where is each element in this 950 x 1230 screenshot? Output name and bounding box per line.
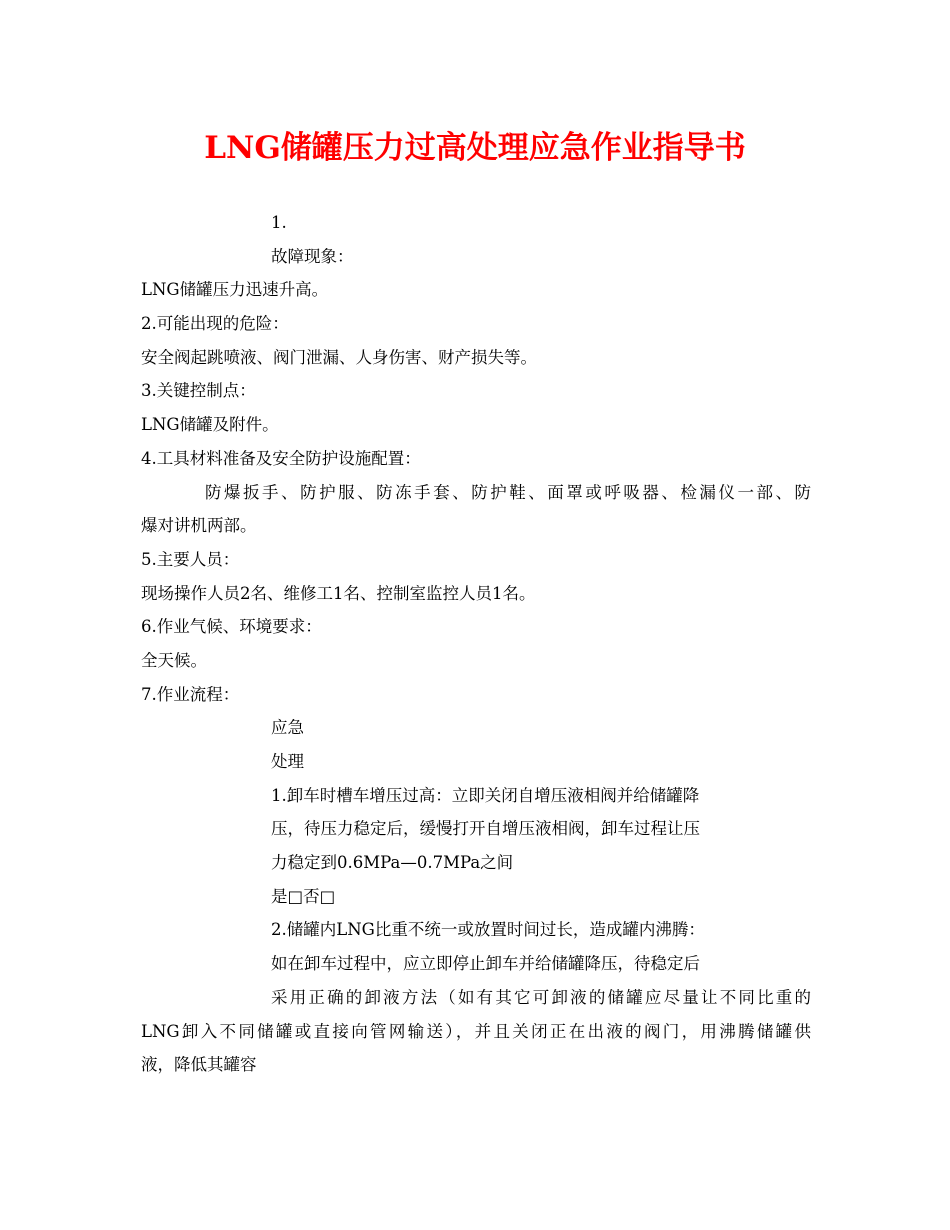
- section-1-content: LNG储罐压力迅速升高。: [141, 280, 329, 300]
- procedure-step-1-line-2: 压，待压力稳定后，缓慢打开自增压液相阀，卸车过程让压: [271, 819, 700, 839]
- procedure-step-2-line-1: 如在卸车过程中，应立即停止卸车并给储罐降压，待稳定后: [271, 954, 700, 974]
- procedure-step-1-line-1: 1.卸车时槽车增压过高：立即关闭自增压液相阀并给储罐降: [271, 785, 700, 805]
- section-6-heading: 6.作业气候、环境要求：: [141, 617, 322, 637]
- section-2-content: 安全阀起跳喷液、阀门泄漏、人身伤害、财产损失等。: [141, 347, 537, 367]
- procedure-step-2-line-2: 采用正确的卸液方法（如有其它可卸液的储罐应尽量让不同比重的: [271, 987, 811, 1007]
- section-1-number: 1.: [271, 213, 287, 232]
- procedure-step-2-heading: 2.储罐内LNG比重不统一或放置时间过长，造成罐内沸腾：: [271, 920, 705, 940]
- section-6-content: 全天候。: [141, 650, 207, 670]
- section-2-heading: 2.可能出现的危险：: [141, 314, 289, 334]
- section-3-content: LNG储罐及附件。: [141, 415, 279, 435]
- section-7-heading: 7.作业流程：: [141, 684, 240, 704]
- procedure-step-2-line-3: LNG卸入不同储罐或直接向管网输送），并且关闭正在出液的阀门，用沸腾储罐供: [141, 1021, 811, 1041]
- section-5-heading: 5.主要人员：: [141, 549, 240, 569]
- procedure-step-1-line-3: 力稳定到0.6MPa—0.7MPa之间: [271, 853, 514, 873]
- section-4-heading: 4.工具材料准备及安全防护设施配置：: [141, 448, 421, 468]
- section-5-content: 现场操作人员2名、维修工1名、控制室监控人员1名。: [141, 583, 536, 603]
- procedure-step-1-check: 是□否□: [271, 886, 336, 906]
- procedure-label-1: 应急: [271, 718, 304, 738]
- section-4-content-line-2: 爆对讲机两部。: [141, 516, 257, 536]
- section-4-content-line-1: 防爆扳手、防护服、防冻手套、防护鞋、面罩或呼吸器、检漏仪一部、防: [205, 482, 811, 502]
- document-title: LNG储罐压力过高处理应急作业指导书: [204, 130, 746, 166]
- procedure-label-2: 处理: [271, 752, 304, 771]
- procedure-step-2-line-4: 液，降低其罐容: [141, 1055, 257, 1075]
- document-body: [141, 206, 811, 1082]
- section-3-heading: 3.关键控制点：: [141, 381, 256, 401]
- section-1-heading: 故障现象：: [271, 246, 354, 266]
